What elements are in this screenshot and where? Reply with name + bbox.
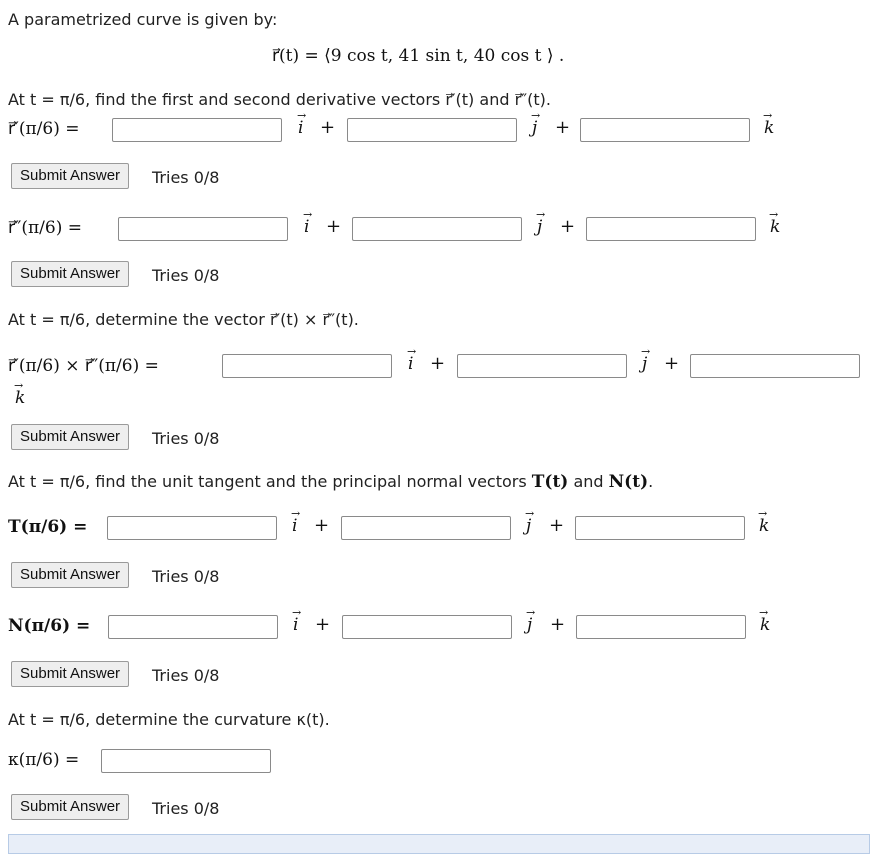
- submit-answer-button[interactable]: Submit Answer: [11, 562, 129, 588]
- plus-sign: +: [560, 216, 576, 237]
- tries-counter: Tries 0/8: [152, 666, 220, 685]
- label-r-double-prime: r⃗″(π/6) =: [8, 218, 82, 238]
- submit-answer-button[interactable]: Submit Answer: [11, 261, 129, 287]
- plus-sign: +: [315, 614, 331, 635]
- label-unit-tangent: T(π/6) =: [8, 517, 88, 537]
- j-hat-icon: → j: [641, 345, 651, 374]
- k-hat-icon: → k: [763, 109, 775, 138]
- cross-j-input[interactable]: [457, 354, 627, 378]
- label-cross-product: r⃗′(π/6) × r⃗″(π/6) =: [8, 356, 159, 376]
- tries-counter: Tries 0/8: [152, 429, 220, 448]
- intro-text: A parametrized curve is given by:: [8, 10, 278, 29]
- tangent-j-input[interactable]: [341, 516, 511, 540]
- plus-sign: +: [555, 117, 571, 138]
- tangent-k-input[interactable]: [575, 516, 745, 540]
- j-hat-icon: → j: [536, 208, 546, 237]
- r-prime-j-input[interactable]: [347, 118, 517, 142]
- curvature-input[interactable]: [101, 749, 271, 773]
- label-principal-normal: N(π/6) =: [8, 616, 91, 636]
- i-hat-icon: → i: [292, 606, 302, 635]
- j-hat-icon: → j: [525, 507, 535, 536]
- tangent-i-input[interactable]: [107, 516, 277, 540]
- submit-answer-button[interactable]: Submit Answer: [11, 794, 129, 820]
- normal-j-input[interactable]: [342, 615, 512, 639]
- label-curvature: κ(π/6) =: [8, 750, 80, 770]
- plus-sign: +: [320, 117, 336, 138]
- question-curvature: At t = π/6, determine the curvature κ(t).: [8, 710, 330, 729]
- normal-i-input[interactable]: [108, 615, 278, 639]
- plus-sign: +: [430, 353, 446, 374]
- tries-counter: Tries 0/8: [152, 567, 220, 586]
- r-double-prime-i-input[interactable]: [118, 217, 288, 241]
- cross-i-input[interactable]: [222, 354, 392, 378]
- plus-sign: +: [664, 353, 680, 374]
- i-hat-icon: → i: [407, 345, 417, 374]
- question-cross-product: At t = π/6, determine the vector r⃗′(t) × r⃗″(t).: [8, 310, 359, 329]
- tries-counter: Tries 0/8: [152, 799, 220, 818]
- normal-k-input[interactable]: [576, 615, 746, 639]
- plus-sign: +: [314, 515, 330, 536]
- j-hat-icon: → j: [531, 109, 541, 138]
- r-prime-i-input[interactable]: [112, 118, 282, 142]
- plus-sign: +: [550, 614, 566, 635]
- question-derivatives: At t = π/6, find the first and second derivative vectors r⃗′(t) and r⃗″(t).: [8, 90, 551, 109]
- submit-answer-button[interactable]: Submit Answer: [11, 661, 129, 687]
- i-hat-icon: → i: [303, 208, 313, 237]
- r-double-prime-k-input[interactable]: [586, 217, 756, 241]
- i-hat-icon: → i: [291, 507, 301, 536]
- k-hat-icon: → k: [769, 208, 781, 237]
- question-tangent-normal: At t = π/6, find the unit tangent and the principal normal vectors T(t) and N(t).: [8, 472, 654, 492]
- submit-answer-button[interactable]: Submit Answer: [11, 163, 129, 189]
- k-hat-icon: → k: [759, 606, 771, 635]
- j-hat-icon: → j: [526, 606, 536, 635]
- k-hat-icon: → k: [14, 379, 26, 408]
- r-double-prime-j-input[interactable]: [352, 217, 522, 241]
- submit-answer-button[interactable]: Submit Answer: [11, 424, 129, 450]
- k-hat-icon: → k: [758, 507, 770, 536]
- curve-definition: r⃗(t) = ⟨9 cos t, 41 sin t, 40 cos t ⟩ .: [272, 46, 565, 66]
- label-r-prime: r⃗′(π/6) =: [8, 119, 80, 139]
- tries-counter: Tries 0/8: [152, 266, 220, 285]
- plus-sign: +: [549, 515, 565, 536]
- tries-counter: Tries 0/8: [152, 168, 220, 187]
- plus-sign: +: [326, 216, 342, 237]
- r-prime-k-input[interactable]: [580, 118, 750, 142]
- cross-k-input[interactable]: [690, 354, 860, 378]
- i-hat-icon: → i: [297, 109, 307, 138]
- next-section-bar: [8, 834, 870, 854]
